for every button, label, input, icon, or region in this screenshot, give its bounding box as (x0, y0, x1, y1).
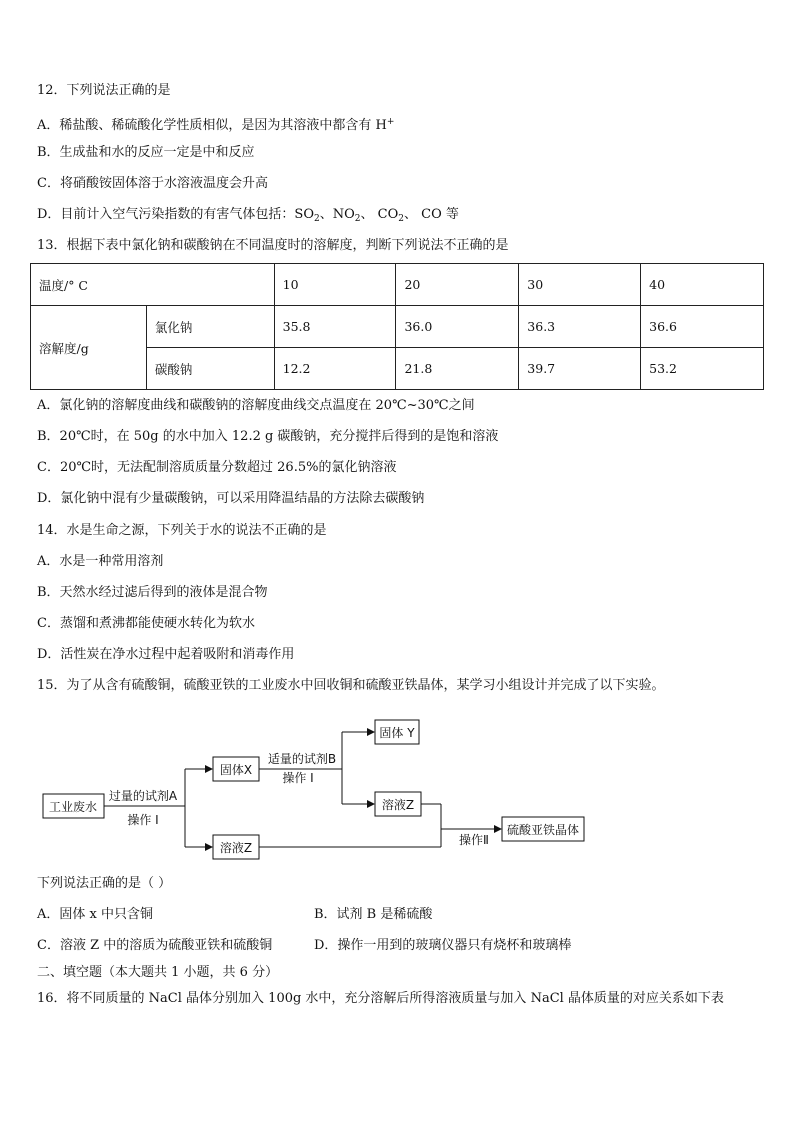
substance-name-cell: 碳酸钠 (146, 348, 274, 390)
label-op1-b: 操作 I (282, 771, 314, 785)
q15-option-c: C．溶液 Z 中的溶质为硫酸亚铁和硫酸铜 (37, 938, 273, 953)
q14-stem: 14．水是生命之源，下列关于水的说法不正确的是 (37, 523, 327, 538)
label-solid-x: 固体X (219, 763, 253, 777)
solubility-header-cell: 溶解度/g (31, 306, 147, 390)
value-cell: 12.2 (274, 348, 396, 390)
q15-option-d: D．操作一用到的玻璃仪器只有烧杯和玻璃棒 (314, 938, 572, 953)
value-cell: 21.8 (396, 348, 519, 390)
label-crystal: 硫酸亚铁晶体 (506, 823, 580, 837)
value-cell: 36.6 (641, 306, 764, 348)
value-cell: 53.2 (641, 348, 764, 390)
q12-stem: 12．下列说法正确的是 (37, 83, 171, 98)
label-op1-a: 操作 I (127, 813, 159, 827)
value-cell: 35.8 (274, 306, 396, 348)
label-solid-y: 固体 Y (379, 726, 415, 740)
temp-cell: 10 (274, 264, 396, 306)
value-cell: 39.7 (519, 348, 641, 390)
process-flow-diagram (0, 705, 794, 869)
q14-option-d: D．活性炭在净水过程中起着吸附和消毒作用 (37, 647, 295, 662)
value-cell: 36.0 (396, 306, 519, 348)
table-row (31, 264, 764, 306)
temp-header-cell: 温度/° C (31, 264, 275, 306)
temp-cell: 40 (641, 264, 764, 306)
table-row (31, 306, 764, 348)
label-solution-z-top: 溶液Z (381, 798, 415, 812)
value-cell: 36.3 (519, 306, 641, 348)
solubility-table (30, 263, 764, 390)
q14-option-a: A．水是一种常用溶剂 (37, 554, 164, 569)
temp-cell: 30 (519, 264, 641, 306)
temp-cell: 20 (396, 264, 519, 306)
q12-option-a: A．稀盐酸、稀硫酸化学性质相似，是因为其溶液中都含有 H+ (37, 117, 395, 133)
q12-option-b: B．生成盐和水的反应一定是中和反应 (37, 145, 255, 160)
label-op2: 操作Ⅱ (459, 833, 489, 847)
q13-option-c: C．20℃时，无法配制溶质质量分数超过 26.5%的氯化钠溶液 (37, 460, 397, 475)
q13-option-d: D．氯化钠中混有少量碳酸钠，可以采用降温结晶的方法除去碳酸钠 (37, 491, 425, 506)
q13-stem: 13．根据下表中氯化钠和碳酸钠在不同温度时的溶解度，判断下列说法不正确的是 (37, 238, 509, 253)
label-solution-z-bottom: 溶液Z (219, 841, 253, 855)
q15-prompt: 下列说法正确的是（ ） (37, 876, 172, 891)
substance-name-cell: 氯化钠 (146, 306, 274, 348)
q15-option-a: A．固体 x 中只含铜 (37, 907, 153, 922)
label-reagent-b: 适量的试剂B (267, 752, 337, 766)
q12-option-d: D．目前计入空气污染指数的有害气体包括：$SO_2$、$NO_2$、 $CO_2$、 CO 等 (37, 207, 459, 224)
q15-option-b: B．试剂 B 是稀硫酸 (314, 907, 433, 922)
q13-option-b: B．20℃时，在 50g 的水中加入 12.2 g 碳酸钠，充分搅拌后得到的是饱和溶液 (37, 429, 499, 444)
q12-option-c: C．将硝酸铵固体溶于水溶液温度会升高 (37, 176, 268, 191)
q16-stem: 16．将不同质量的 NaCl 晶体分别加入 100g 水中，充分溶解后所得溶液质量与加入 NaCl 晶体质量的对应关系如下表 (37, 991, 724, 1006)
q14-option-b: B．天然水经过滤后得到的液体是混合物 (37, 585, 268, 600)
label-reagent-a: 过量的试剂A (108, 789, 178, 803)
q14-option-c: C．蒸馏和煮沸都能使硬水转化为软水 (37, 616, 255, 631)
q15-stem: 15．为了从含有硫酸铜，硫酸亚铁的工业废水中回收铜和硫酸亚铁晶体，某学习小组设计并完成了以下实验。 (37, 678, 665, 693)
label-waste: 工业废水 (48, 800, 98, 814)
section-heading: 二、填空题（本大题共 1 小题，共 6 分） (37, 965, 279, 980)
q13-option-a: A．氯化钠的溶解度曲线和碳酸钠的溶解度曲线交点温度在 20℃~30℃之间 (37, 398, 475, 413)
